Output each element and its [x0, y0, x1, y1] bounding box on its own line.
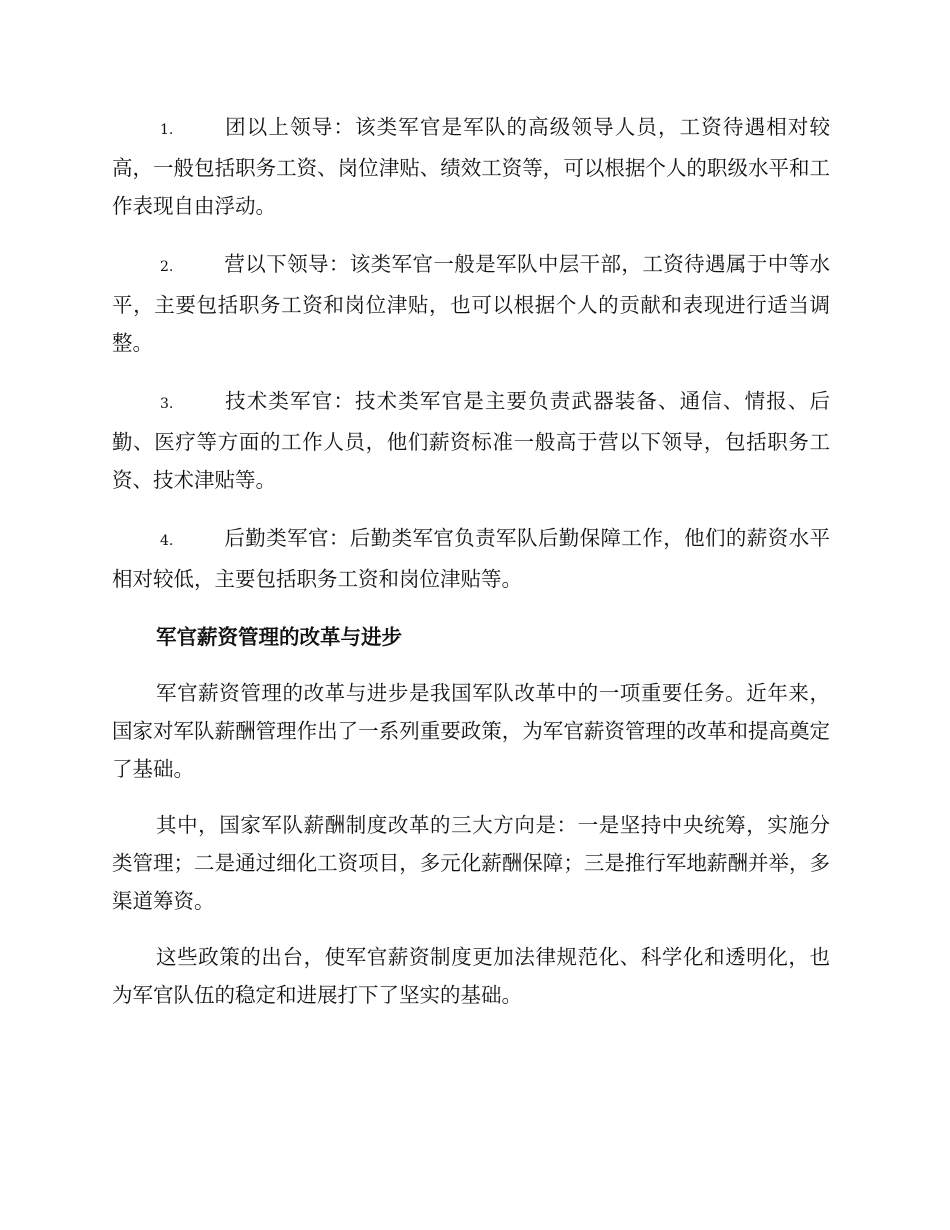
- list-item: [112, 382, 830, 499]
- paragraph: 这些政策的出台，使军官薪资制度更加法律规范化、科学化和透明化，也为军官队伍的稳定和进展打下了坚实的基础。: [112, 945, 830, 1007]
- list-item: [112, 245, 830, 362]
- list-text: 团以上领导：该类军官是军队的高级领导人员，工资待遇相对较高，一般包括职务工资、岗位津贴、绩效工资等，可以根据个人的职级水平和工作表现自由浮动。: [112, 115, 830, 218]
- list-number: 4.: [160, 533, 174, 549]
- document-page: [112, 108, 830, 1032]
- section-heading: 军官薪资管理的改革与进步: [156, 625, 402, 649]
- list-number: 1.: [160, 122, 174, 138]
- paragraph: 军官薪资管理的改革与进步是我国军队改革中的一项重要任务。近年来，国家对军队薪酬管理作出了一系列重要政策，为军官薪资管理的改革和提高奠定了基础。: [112, 681, 830, 781]
- list-text: 技术类军官：技术类军官是主要负责武器装备、通信、情报、后勤、医疗等方面的工作人员，他们薪资标准一般高于营以下领导，包括职务工资、技术津贴等。: [112, 389, 830, 492]
- paragraph: 其中，国家军队薪酬制度改革的三大方向是：一是坚持中央统筹，实施分类管理；二是通过细化工资项目，多元化薪酬保障；三是推行军地薪酬并举，多渠道筹资。: [112, 813, 830, 913]
- list-number: 2.: [160, 259, 174, 275]
- list-item: [112, 108, 830, 225]
- list-text: 后勤类军官：后勤类军官负责军队后勤保障工作，他们的薪资水平相对较低，主要包括职务工资和岗位津贴等。: [112, 526, 830, 591]
- list-text: 营以下领导：该类军官一般是军队中层干部，工资待遇属于中等水平，主要包括职务工资和岗位津贴，也可以根据个人的贡献和表现进行适当调整。: [112, 252, 830, 355]
- list-number: 3.: [160, 396, 174, 412]
- list-item: [112, 519, 830, 598]
